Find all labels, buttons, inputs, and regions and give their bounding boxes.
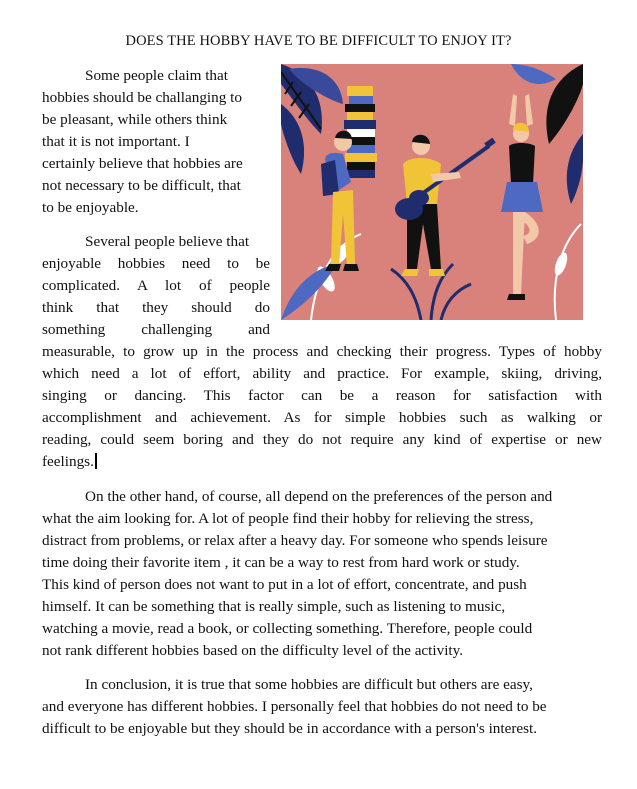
paragraph2-line: think that they should do (42, 299, 270, 316)
paragraph2-line-text: feelings. (42, 453, 94, 470)
paragraph3-line: himself. It can be something that is really simple, such as listening to music, (42, 598, 506, 615)
text-cursor (95, 453, 97, 469)
paragraph2-line: complicated. A lot of people (42, 277, 270, 294)
paragraph2-line: measurable, to grow up in the process and checking their progress. Types of hobby (42, 343, 602, 360)
paragraph1-line: that it is not important. I (42, 133, 190, 150)
paragraph3-line: not rank different hobbies based on the difficulty level of the activity. (42, 642, 464, 659)
paragraph2-line: reading, could seem boring and they do not require any kind of expertise or new (42, 431, 602, 448)
paragraph2-line: enjoyable hobbies need to be (42, 255, 270, 272)
paragraph4-line: In conclusion, it is true that some hobbies are difficult but others are easy, (85, 676, 533, 693)
paragraph2-line: which need a lot of effort, ability and practice. For example, skiing, driving, (42, 365, 602, 382)
paragraph1-line: be pleasant, while others think (42, 111, 228, 128)
paragraph3-line: This kind of person does not want to put in a lot of effort, concentrate, and push (42, 576, 527, 593)
paragraph3-line: On the other hand, of course, all depend on the preferences of the person and (85, 488, 553, 505)
paragraph4-line: difficult to be enjoyable but they should be in accordance with a person's interest. (42, 720, 538, 737)
paragraph3-line: time doing their favorite item , it can be a way to rest from hard work or study. (42, 554, 520, 571)
paragraph3-line: what the aim looking for. A lot of people find their hobby for relieving the stress, (42, 510, 534, 527)
paragraph2-line: something challenging and (42, 321, 270, 338)
paragraph2-line: singing or dancing. This factor can be a reason for satisfaction with (42, 387, 602, 404)
paragraph1-line: to be enjoyable. (42, 199, 139, 216)
paragraph1-line: Some people claim that (85, 67, 228, 84)
paragraph4-line: and everyone has different hobbies. I personally feel that hobbies do not need to be (42, 698, 547, 715)
paragraph1-line: certainly believe that hobbies are (42, 155, 243, 172)
paragraph2-line: Several people believe that (85, 233, 250, 250)
paragraph1-line: not necessary to be difficult, that (42, 177, 241, 194)
paragraph3-line: distract from problems, or relax after a heavy day. For someone who spends leisure (42, 532, 548, 549)
paragraph2-last-line (42, 451, 97, 473)
paragraph1-line: hobbies should be challanging to (42, 89, 242, 106)
document-title: DOES THE HOBBY HAVE TO BE DIFFICULT TO ENJOY IT? (125, 33, 512, 49)
paragraph3-line: watching a movie, read a book, or collecting something. Therefore, people could (42, 620, 533, 637)
hobbies-illustration-icon (281, 64, 583, 320)
paragraph2-line: accomplishment and achievement. As for simple hobbies such as walking or (42, 409, 602, 426)
